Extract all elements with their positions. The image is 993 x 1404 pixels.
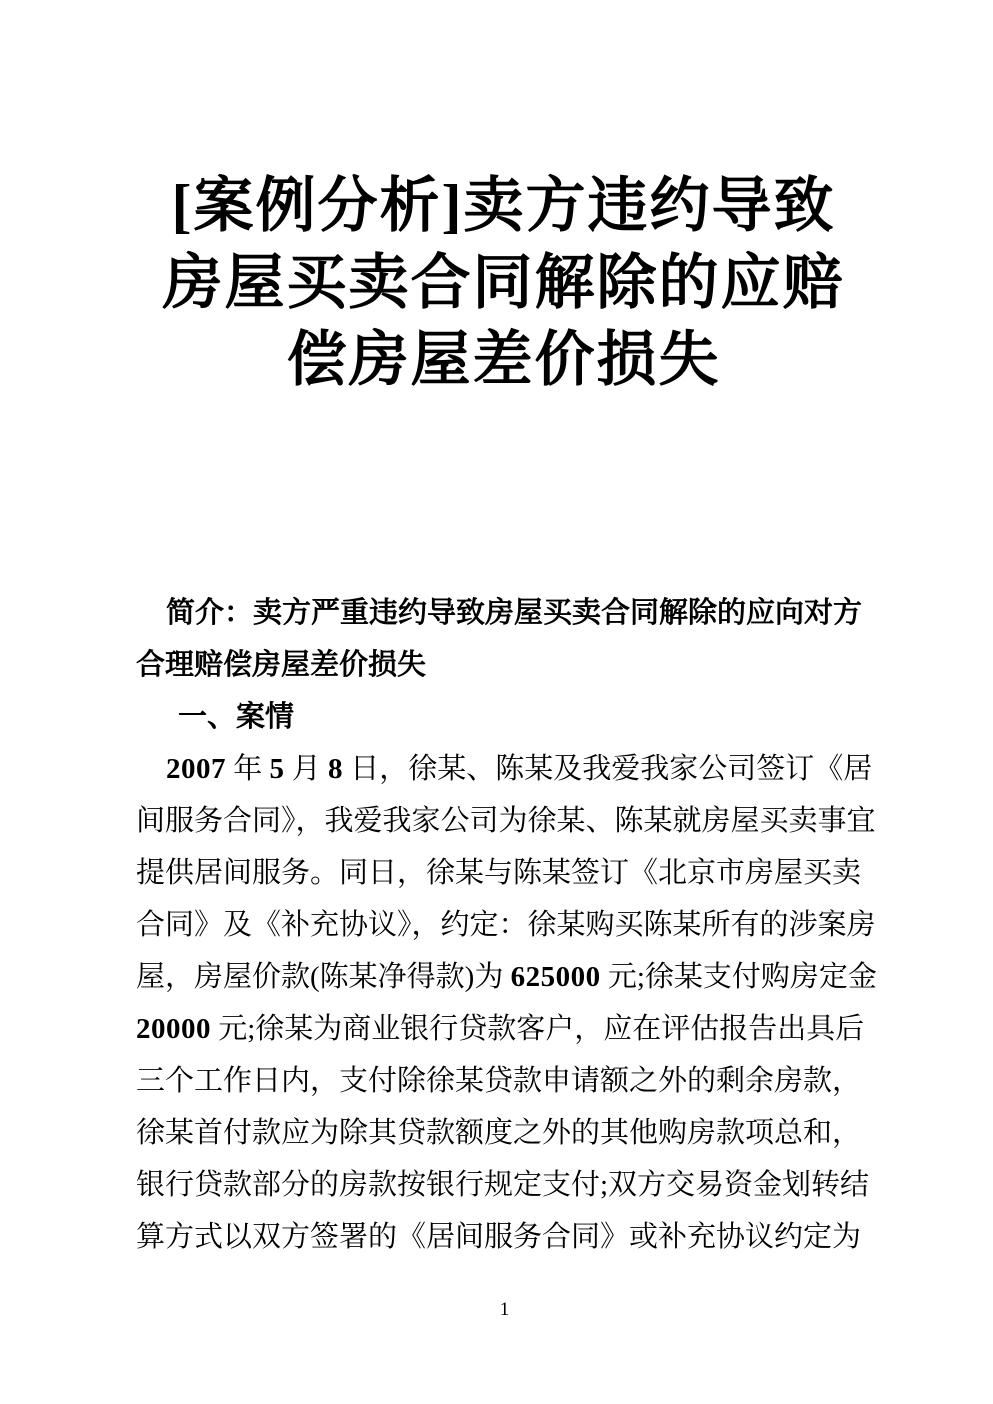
- numeric-text: 20000: [136, 1013, 211, 1045]
- body-line-12: 银行贷款部分的房款按银行规定支付;双方交易资金划转结: [136, 1169, 870, 1201]
- body-line-9: 20000 元;徐某为商业银行贷款客户，应在评估报告出具后: [136, 1013, 865, 1045]
- title-line-3: 偿房屋差价损失: [286, 327, 721, 393]
- body-line-6: 提供居间服务。同日，徐某与陈某签订《北京市房屋买卖: [136, 857, 862, 889]
- numeric-text: 8: [328, 753, 344, 785]
- body-line-1: 简介：卖方严重违约导致房屋买卖合同解除的应向对方: [166, 597, 863, 629]
- body-line-4: 2007 年 5 月 8 日，徐某、陈某及我爱我家公司签订《居: [166, 753, 873, 785]
- title-line-2: 房屋买卖合同解除的应赔: [162, 250, 845, 316]
- document-body: [136, 587, 896, 1263]
- body-line-7: 合同》及《补充协议》，约定：徐某购买陈某所有的涉案房: [136, 909, 876, 941]
- body-line-11: 徐某首付款应为除其贷款额度之外的其他购房款项总和，: [136, 1117, 862, 1149]
- body-line-13: 算方式以双方签署的《居间服务合同》或补充协议约定为: [136, 1221, 862, 1253]
- numeric-text: 625000: [510, 961, 601, 993]
- body-line-3: 一、案情: [178, 701, 295, 733]
- numeric-text: 2007: [166, 753, 226, 785]
- numeric-text: 5: [269, 753, 285, 785]
- title-line-1: [案例分析]卖方违约导致: [171, 173, 836, 239]
- body-line-10: 三个工作日内，支付除徐某贷款申请额之外的剩余房款，: [136, 1065, 862, 1097]
- document-title: [107, 168, 900, 399]
- body-line-8: 屋，房屋价款(陈某净得款)为 625000 元;徐某支付购房定金: [136, 961, 877, 993]
- body-line-5: 间服务合同》，我爱我家公司为徐某、陈某就房屋买卖事宜: [136, 805, 876, 837]
- body-line-2: 合理赔偿房屋差价损失: [136, 649, 427, 681]
- page-number: 1: [499, 1299, 510, 1320]
